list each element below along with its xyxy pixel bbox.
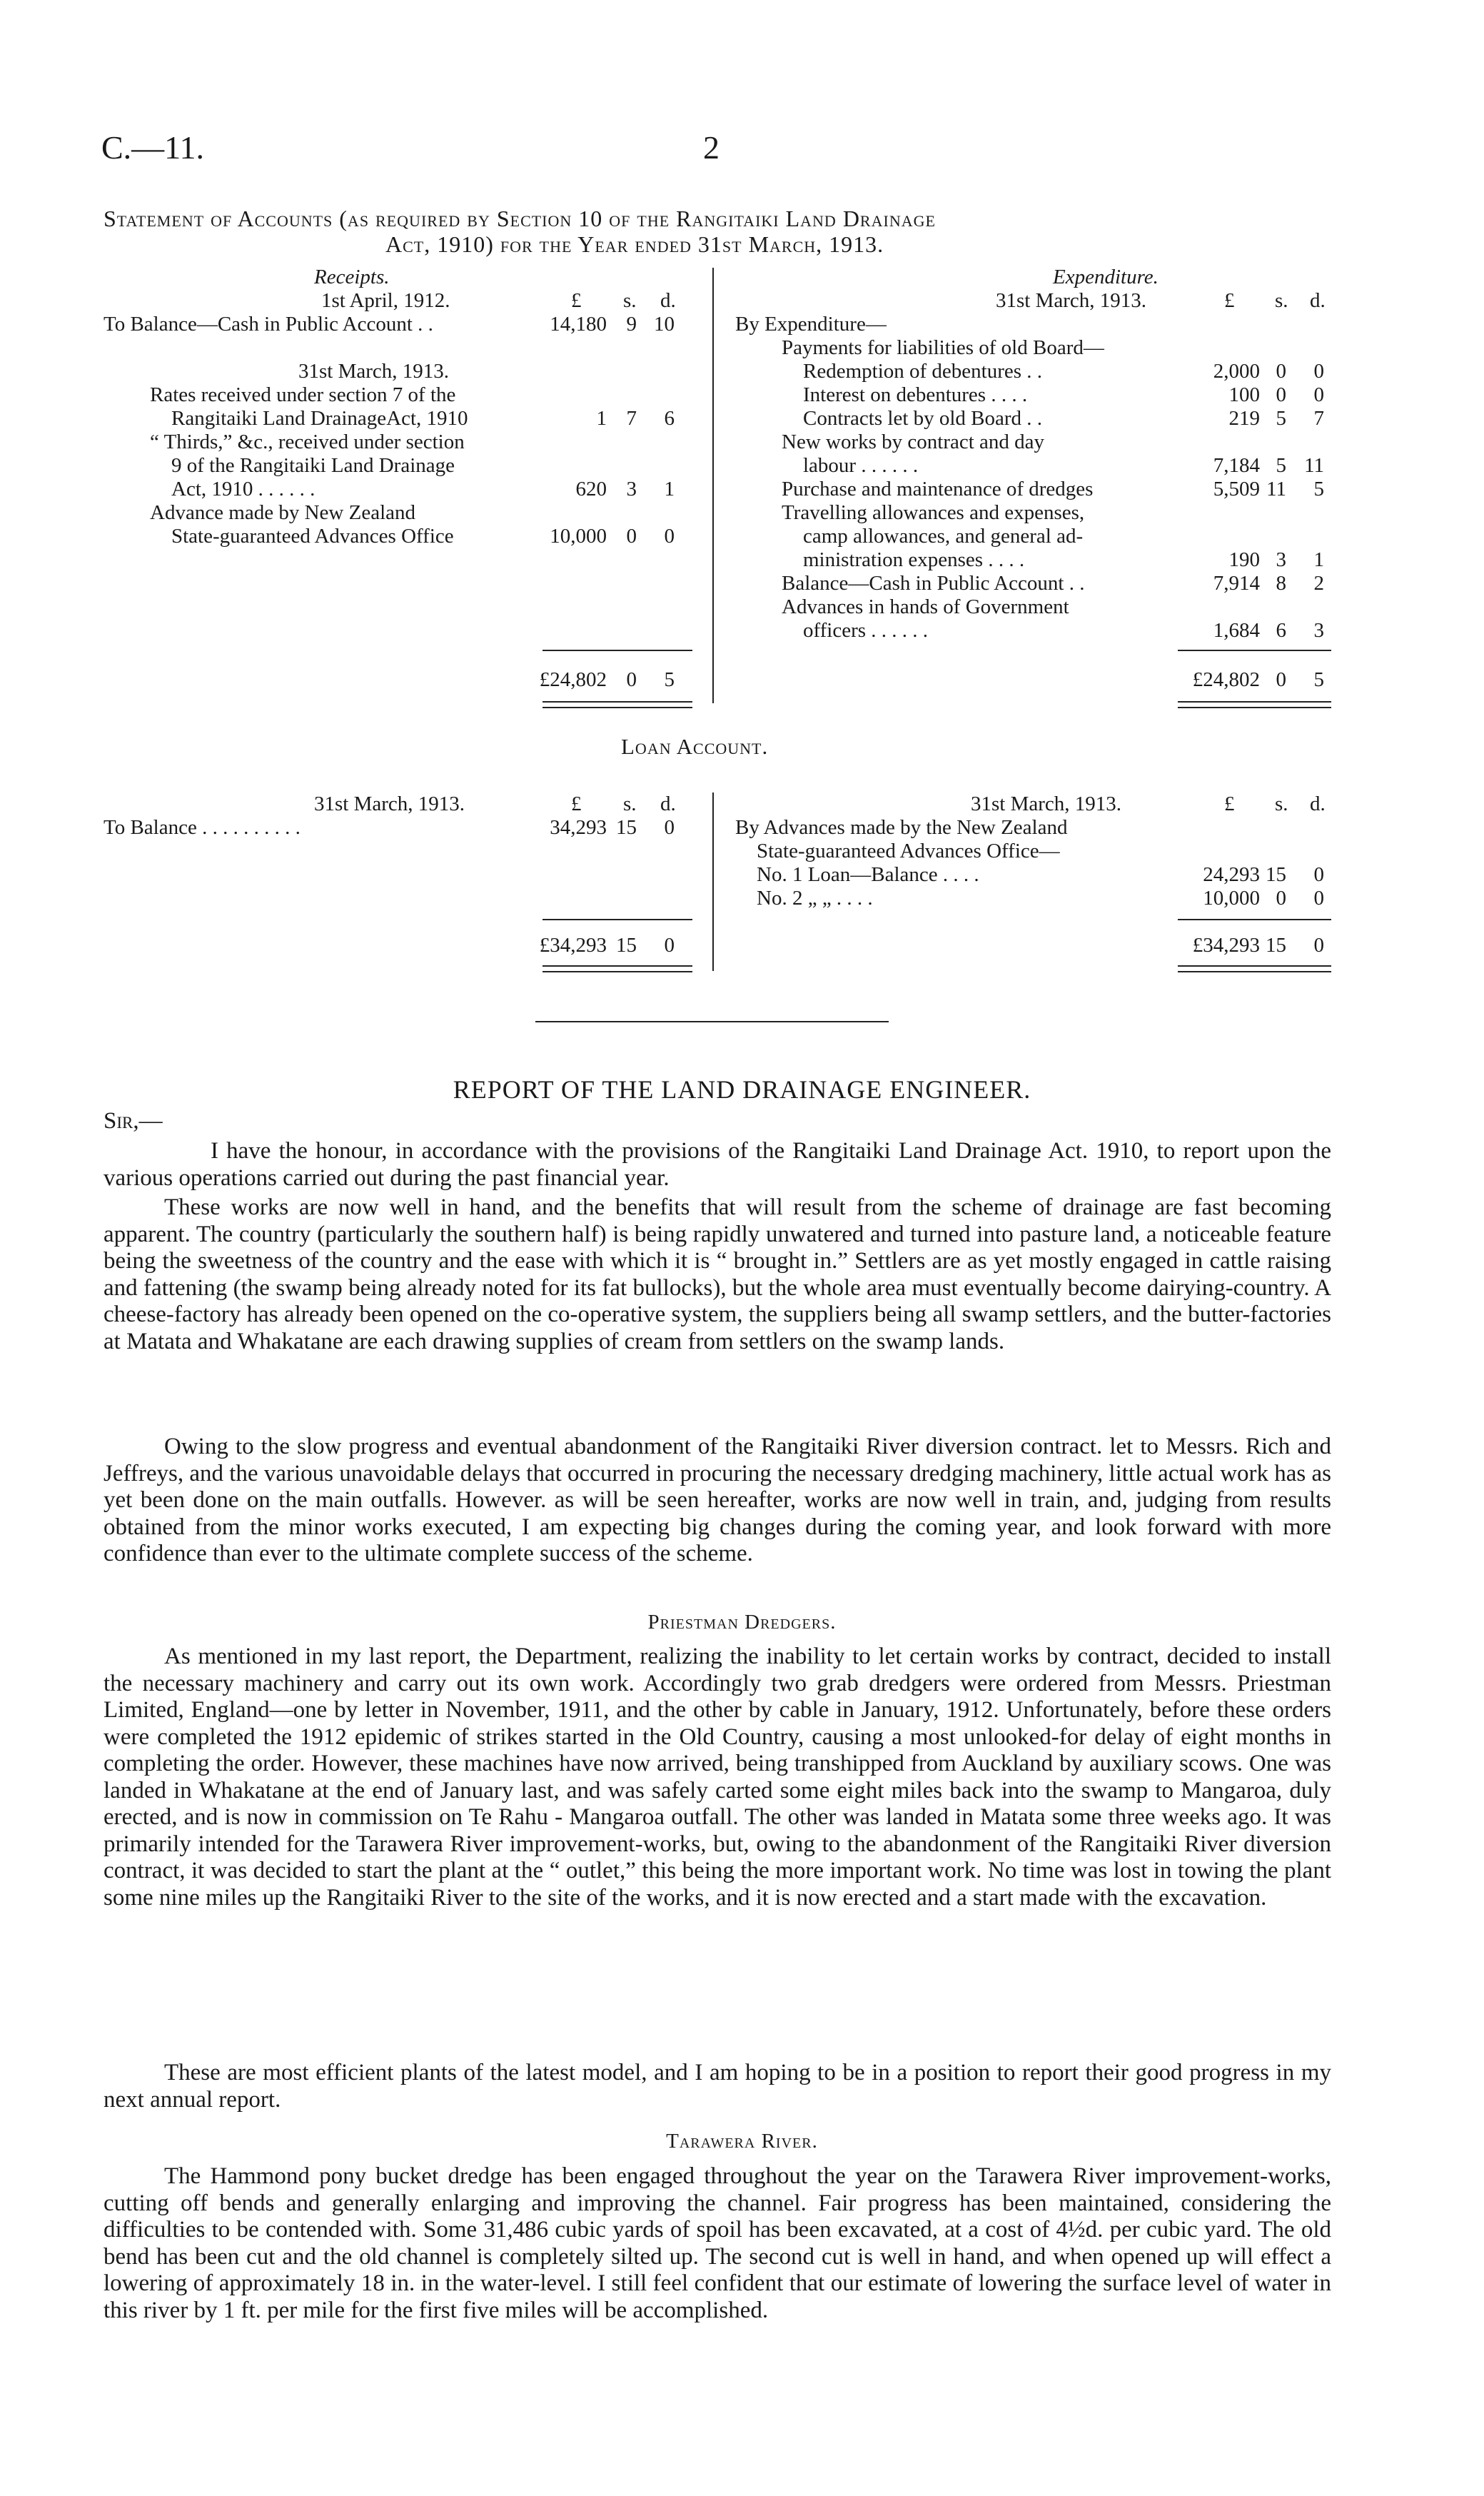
expenditure-row-text: Payments for liabilities of old Board— <box>782 336 1104 359</box>
receipts-total-shillings: 0 <box>626 668 637 691</box>
expenditure-row-pounds: 1,684 <box>1213 619 1260 642</box>
page-number: 2 <box>703 129 720 166</box>
expenditure-row-text: Interest on debentures . . . . <box>803 383 1028 406</box>
loan-right-row-text: State-guaranteed Advances Office— <box>757 840 1060 862</box>
expenditure-total-pounds: £24,802 <box>1192 668 1260 691</box>
loan-left-col-shillings: s. <box>623 792 637 815</box>
loan-right-total-shillings: 15 <box>1266 934 1286 957</box>
expenditure-row-pounds: 100 <box>1228 383 1260 406</box>
receipts-date: 1st April, 1912. <box>321 289 450 312</box>
loan-right-double-rule <box>1178 965 1331 967</box>
expenditure-double-rule <box>1178 701 1331 703</box>
receipt-row-pounds: 14,180 <box>550 313 607 336</box>
receipts-total-rule <box>542 650 692 651</box>
receipt-row-shillings: 3 <box>626 478 637 500</box>
loan-account-title: Loan Account. <box>621 734 769 759</box>
expenditure-total-shillings: 0 <box>1276 668 1286 691</box>
receipt-row-pounds: 1 <box>596 407 607 430</box>
loan-right-row-text: No. 1 Loan—Balance . . . . <box>757 863 979 886</box>
expenditure-col-pounds: £ <box>1224 289 1235 312</box>
expenditure-row-text: ministration expenses . . . . <box>803 548 1025 571</box>
receipts-col-pounds: £ <box>571 289 582 312</box>
section-heading-tarawera: Tarawera River. <box>666 2130 818 2153</box>
report-paragraph: These works are now well in hand, and the benefits that will result from the scheme of drainage are fast becoming apparent. The country (particularly the southern half) is being rapidly unwatered and turned into pasture land, a noticeable feature being the sweetness of the country and the ease with which it is “ brought in.” Settlers are as yet mostly engaged in cattle raising and fattening (the swamp being already noted for its fat bullocks), but the whole area must eventually become dairying-country. A cheese-factory has already been opened on the co-operative system, the suppliers being all swamp settlers, and the butter-factories at Matata and Whakatane are each drawing supplies of cream from settlers on the swamp lands. <box>104 1194 1331 1354</box>
loan-right-row-text: By Advances made by the New Zealand <box>735 816 1068 839</box>
receipts-heading: Receipts. <box>314 266 390 288</box>
column-divider <box>712 268 714 703</box>
expenditure-total-rule <box>1178 650 1331 651</box>
receipts-double-rule <box>542 707 692 708</box>
loan-right-col-shillings: s. <box>1275 792 1288 815</box>
expenditure-date: 31st March, 1913. <box>996 289 1147 312</box>
expenditure-row-pence: 5 <box>1313 478 1324 500</box>
receipt-row-text: Act, 1910 . . . . . . <box>171 478 316 500</box>
expenditure-col-shillings: s. <box>1275 289 1288 312</box>
receipt-row-pence: 1 <box>664 478 675 500</box>
receipts-col-pence: d. <box>660 289 676 312</box>
expenditure-row-text: labour . . . . . . <box>803 454 919 477</box>
loan-left-total-pence: 0 <box>664 934 675 957</box>
loan-left-double-rule <box>542 971 692 972</box>
expenditure-double-rule <box>1178 707 1331 708</box>
receipt-row-shillings: 7 <box>626 407 637 430</box>
loan-right-date: 31st March, 1913. <box>971 792 1122 815</box>
loan-right-row-text: No. 2 „ „ . . . . <box>757 887 873 910</box>
receipt-row-text: Rates received under section 7 of the <box>150 383 456 406</box>
expenditure-row-text: New works by contract and day <box>782 431 1045 453</box>
loan-left-row-pounds: 34,293 <box>550 816 607 839</box>
loan-right-col-pounds: £ <box>1224 792 1235 815</box>
loan-right-total-rule <box>1178 919 1331 920</box>
expenditure-row-pounds: 190 <box>1228 548 1260 571</box>
statement-title-line1: Statement of Accounts (as required by Section 10 of the Rangitaiki Land Drainage <box>104 206 936 231</box>
expenditure-row-shillings: 0 <box>1276 383 1286 406</box>
expenditure-row-pence: 1 <box>1313 548 1324 571</box>
report-paragraph: The Hammond pony bucket dredge has been engaged throughout the year on the Tarawera River improvement-works, cutting off bends and generally enlarging and improving the channel. Fair progress has been maintained, considering the difficulties to be contended with. Some 31,486 cubic yards of spoil has been excavated, at a cost of 4½d. per cubic yard. The old bend has been cut and the old channel is completely silted up. The second cut is well in hand, and when opened up will effect a lowering of approximately 18 in. in the water-level. I still feel confident that our estimate of lowering the surface level of water in this river by 1 ft. per mile for the first five miles will be accomplished. <box>104 2163 1331 2323</box>
statement-title-line2: Act, 1910) for the Year ended 31st March, 1913. <box>385 231 884 257</box>
loan-right-double-rule <box>1178 971 1331 972</box>
receipt-row-pounds: 10,000 <box>550 525 607 548</box>
receipt-row-pence: 6 <box>664 407 675 430</box>
expenditure-row-pence: 0 <box>1313 360 1324 383</box>
expenditure-row-shillings: 8 <box>1276 572 1286 595</box>
expenditure-row-pounds: 5,509 <box>1213 478 1260 500</box>
loan-right-row-pence: 0 <box>1313 887 1324 910</box>
expenditure-row-shillings: 11 <box>1266 478 1286 500</box>
expenditure-row-pence: 3 <box>1313 619 1324 642</box>
receipt-row-shillings: 0 <box>626 525 637 548</box>
receipt-row-text: 9 of the Rangitaiki Land Drainage <box>171 454 455 477</box>
loan-column-divider <box>712 792 714 971</box>
receipt-row-text: To Balance—Cash in Public Account . . <box>104 313 433 336</box>
receipts-double-rule <box>542 701 692 703</box>
report-paragraph: I have the honour, in accordance with the provisions of the Rangitaiki Land Drainage Act. 1910, to report upon the various operations carried out during the past financial year. <box>104 1138 1331 1191</box>
loan-left-total-rule <box>542 919 692 920</box>
receipts-col-shillings: s. <box>623 289 637 312</box>
receipt-row-pounds: 620 <box>575 478 607 500</box>
expenditure-total-pence: 5 <box>1313 668 1324 691</box>
expenditure-row-text: Travelling allowances and expenses, <box>782 501 1085 524</box>
loan-left-double-rule <box>542 965 692 967</box>
section-separator <box>535 1021 889 1022</box>
expenditure-row-pounds: 219 <box>1228 407 1260 430</box>
loan-left-total-shillings: 15 <box>616 934 637 957</box>
receipt-row-pence: 10 <box>654 313 675 336</box>
receipt-row-text: Rangitaiki Land DrainageAct, 1910 <box>171 407 468 430</box>
section-heading-priestman: Priestman Dredgers. <box>647 1611 837 1634</box>
expenditure-row-text: By Expenditure— <box>735 313 887 336</box>
loan-left-col-pence: d. <box>660 792 676 815</box>
receipts-total-pounds: £24,802 <box>539 668 607 691</box>
receipt-row-shillings: 9 <box>626 313 637 336</box>
document-code: C.—11. <box>101 129 204 166</box>
expenditure-row-text: camp allowances, and general ad- <box>803 525 1084 548</box>
expenditure-row-text: Balance—Cash in Public Account . . <box>782 572 1085 595</box>
salutation: Sir,— <box>104 1108 163 1134</box>
expenditure-row-text: Contracts let by old Board . . <box>803 407 1043 430</box>
expenditure-row-pence: 7 <box>1313 407 1324 430</box>
loan-left-total-pounds: £34,293 <box>539 934 607 957</box>
receipts-total-pence: 5 <box>664 668 675 691</box>
expenditure-row-pence: 0 <box>1313 383 1324 406</box>
expenditure-row-text: Purchase and maintenance of dredges <box>782 478 1094 500</box>
loan-right-total-pence: 0 <box>1313 934 1324 957</box>
loan-right-total-pounds: £34,293 <box>1192 934 1260 957</box>
receipt-row-text: Advance made by New Zealand <box>150 501 416 524</box>
loan-left-row-pence: 0 <box>664 816 675 839</box>
expenditure-row-pence: 2 <box>1313 572 1324 595</box>
loan-right-row-shillings: 15 <box>1266 863 1286 886</box>
expenditure-row-shillings: 5 <box>1276 454 1286 477</box>
expenditure-heading: Expenditure. <box>1053 266 1159 288</box>
receipt-row-pence: 0 <box>664 525 675 548</box>
report-title: REPORT OF THE LAND DRAINAGE ENGINEER. <box>453 1075 1031 1104</box>
receipt-row-text: “ Thirds,” &c., received under section <box>150 431 465 453</box>
expenditure-row-text: Advances in hands of Government <box>782 595 1069 618</box>
loan-left-col-pounds: £ <box>571 792 582 815</box>
expenditure-row-shillings: 3 <box>1276 548 1286 571</box>
loan-left-row-shillings: 15 <box>616 816 637 839</box>
report-paragraph: Owing to the slow progress and eventual abandonment of the Rangitaiki River diversion contract. let to Messrs. Rich and Jeffreys, and the various unavoidable delays that occurred in procuring the necessary dredging machinery, little actual work has as yet been done on the main outfalls. However. as will be seen hereafter, works are now well in train, and, judging from results obtained from the minor works executed, I am expecting big changes during the coming year, and look forward with more confidence than ever to the ultimate complete success of the scheme. <box>104 1434 1331 1566</box>
loan-left-row-text: To Balance . . . . . . . . . . <box>104 816 301 839</box>
expenditure-col-pence: d. <box>1310 289 1326 312</box>
loan-right-col-pence: d. <box>1310 792 1326 815</box>
receipt-row-text: State-guaranteed Advances Office <box>171 525 454 548</box>
report-paragraph: These are most efficient plants of the latest model, and I am hoping to be in a position to report their good progress in my next annual report. <box>104 2060 1331 2113</box>
expenditure-row-pounds: 2,000 <box>1213 360 1260 383</box>
expenditure-row-shillings: 5 <box>1276 407 1286 430</box>
loan-right-row-shillings: 0 <box>1276 887 1286 910</box>
expenditure-row-pence: 11 <box>1304 454 1324 477</box>
loan-left-date: 31st March, 1913. <box>314 792 465 815</box>
expenditure-row-pounds: 7,184 <box>1213 454 1260 477</box>
expenditure-row-shillings: 0 <box>1276 360 1286 383</box>
loan-right-row-pounds: 24,293 <box>1203 863 1260 886</box>
expenditure-row-text: Redemption of debentures . . <box>803 360 1043 383</box>
expenditure-row-pounds: 7,914 <box>1213 572 1260 595</box>
expenditure-row-text: officers . . . . . . <box>803 619 929 642</box>
receipt-row-text: 31st March, 1913. <box>298 360 450 383</box>
expenditure-row-shillings: 6 <box>1276 619 1286 642</box>
loan-right-row-pence: 0 <box>1313 863 1324 886</box>
report-paragraph: As mentioned in my last report, the Department, realizing the inability to let certain works by contract, decided to install the necessary machinery and carry out its own work. Accordingly two grab dredgers were ordered from Messrs. Priestman Limited, England—one by letter in November, 1911, and the other by cable in January, 1912. Unfortunately, before these orders were completed the 1912 epidemic of strikes started in the Old Country, causing a most unlooked-for delay of eight months in completing the order. However, these machines have now arrived, being transhipped from Auckland by auxiliary scows. One was landed in Whakatane at the end of January last, and was safely carted some eight miles back into the swamp to Mangaroa, duly erected, and is now in commission on Te Rahu - Mangaroa outfall. The other was landed in Matata some three weeks ago. It was primarily intended for the Tarawera River improvement-works, but, owing to the abandonment of the Rangitaiki River diversion contract, it was decided to start the plant at the “ outlet,” this being the more important work. No time was lost in towing the plant some nine miles up the Rangitaiki River to the site of the works, and it is now erected and a start made with the excavation. <box>104 1644 1331 1911</box>
loan-right-row-pounds: 10,000 <box>1203 887 1260 910</box>
